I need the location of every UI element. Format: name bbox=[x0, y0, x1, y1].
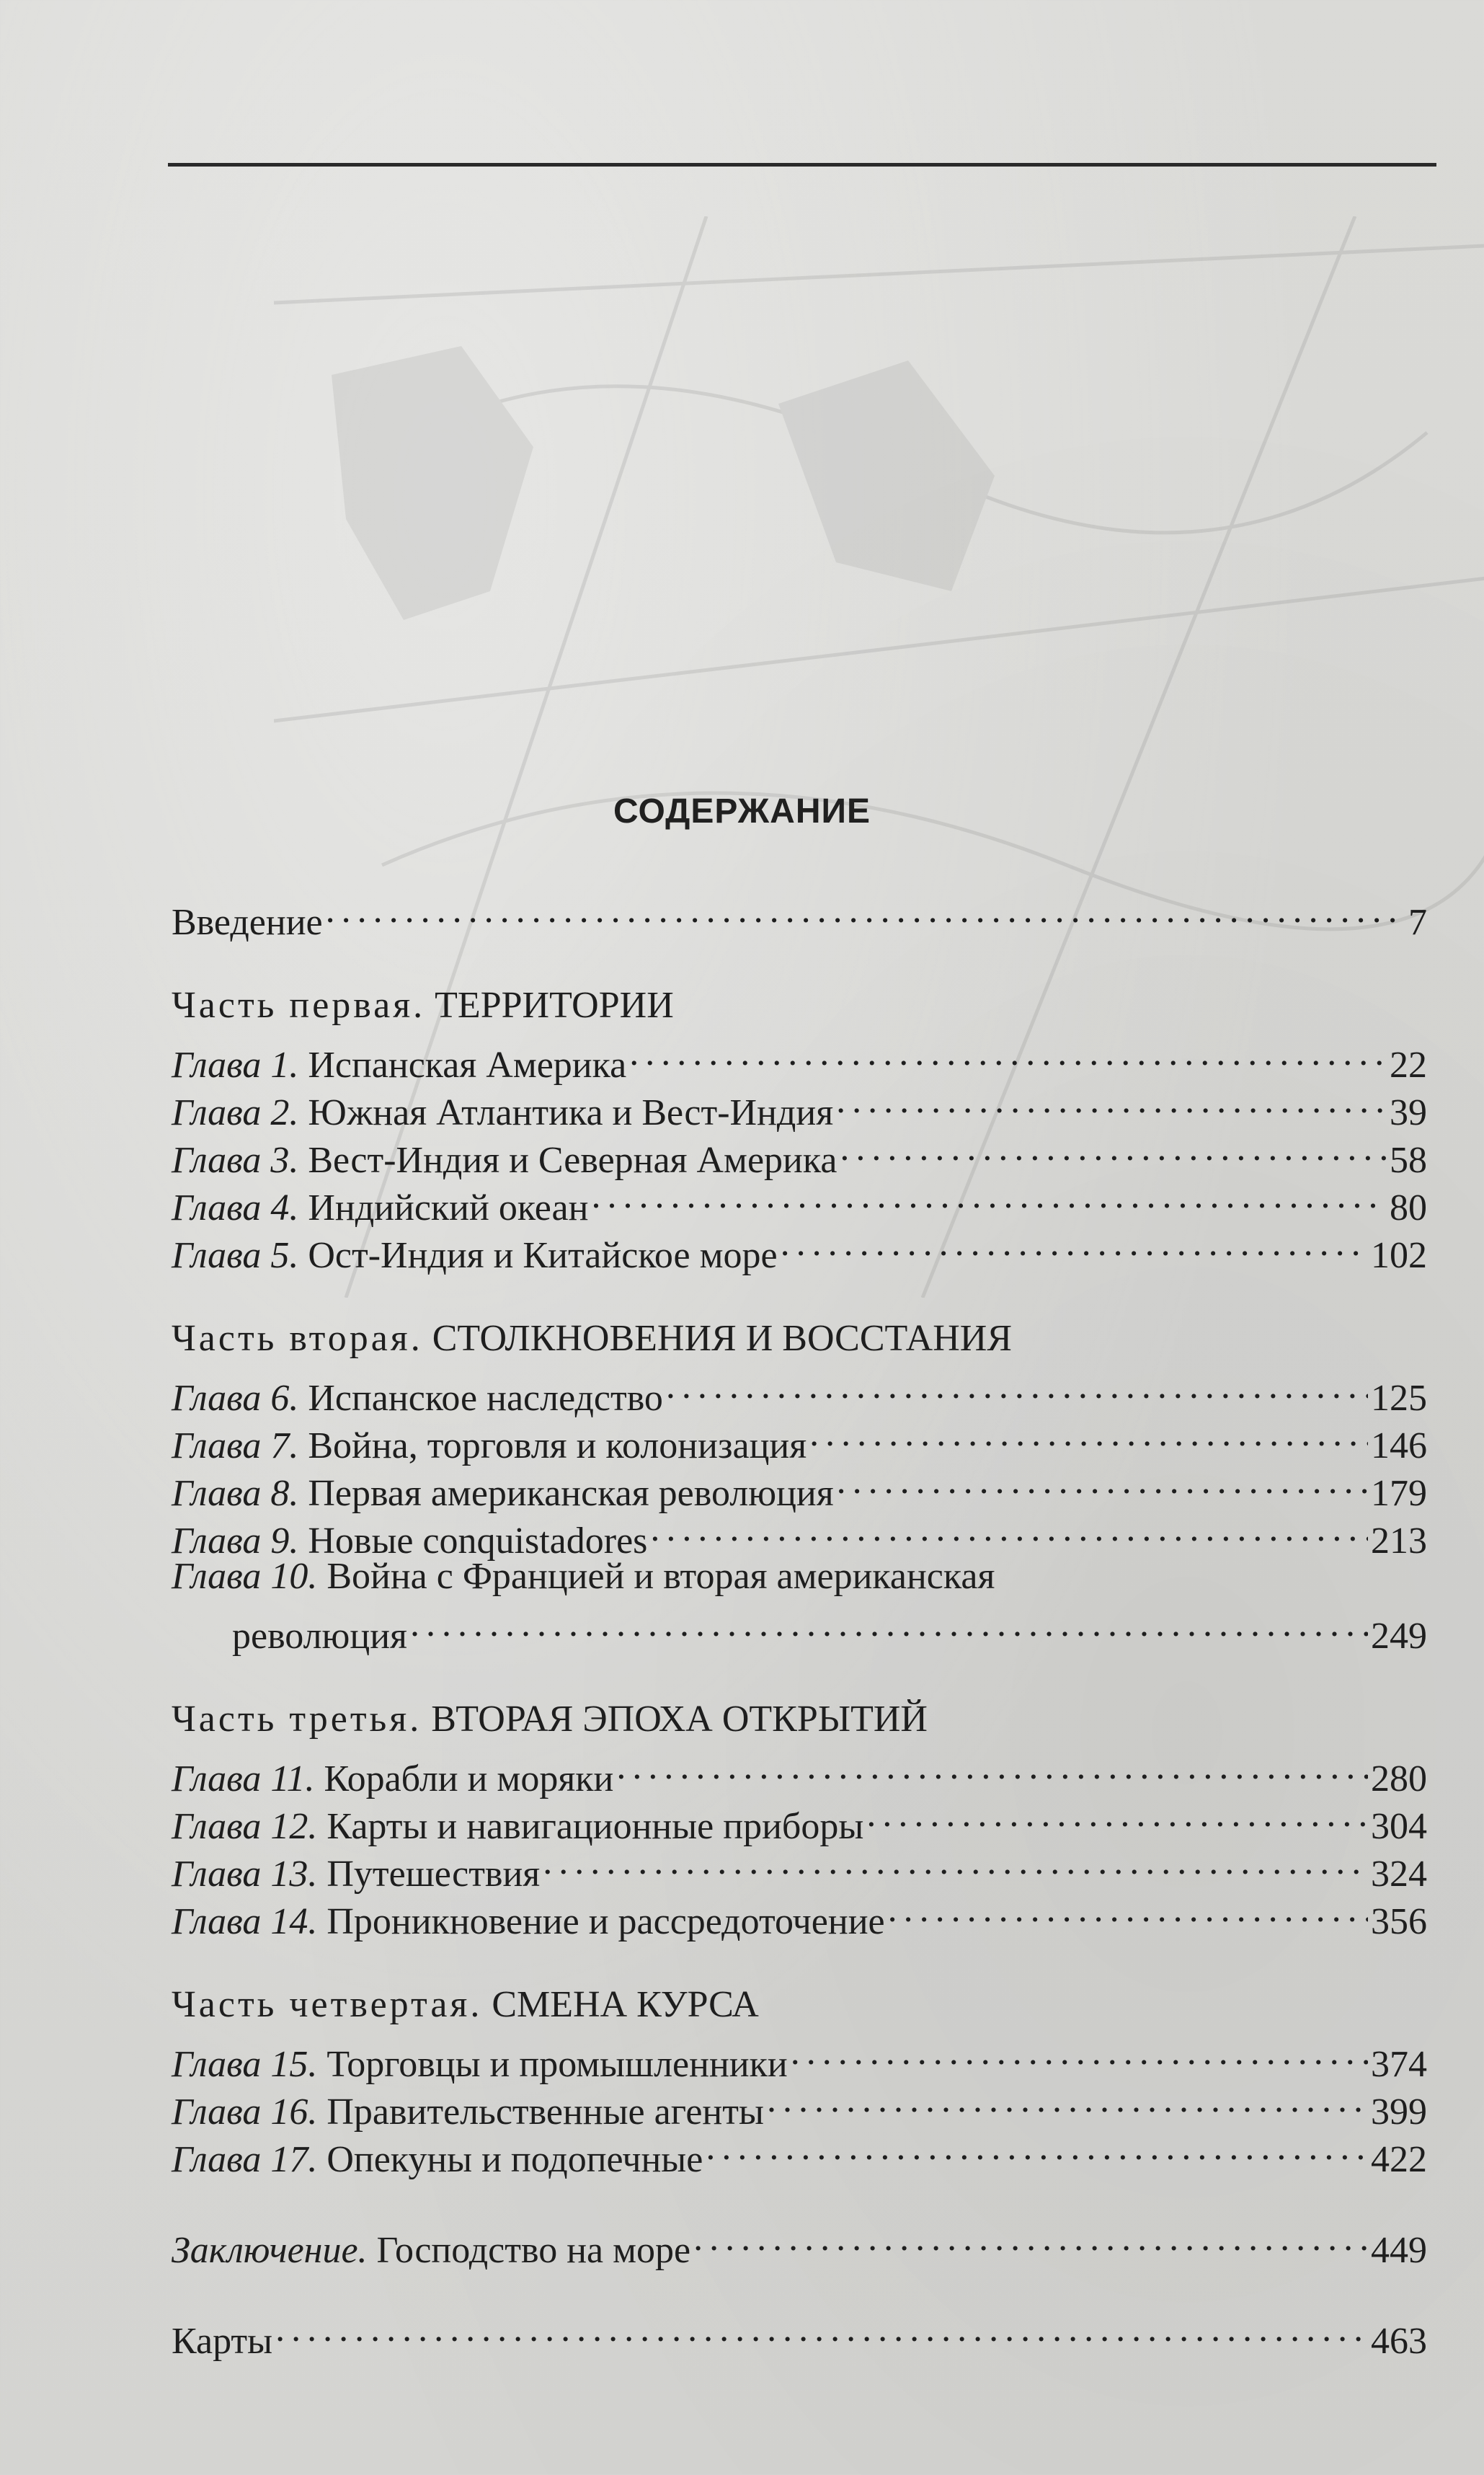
toc-page-number: 356 bbox=[1371, 1901, 1427, 1942]
dot-leader bbox=[629, 1030, 1387, 1077]
toc-entry-chapter bbox=[172, 1363, 1427, 1419]
toc-page-number: 22 bbox=[1390, 1045, 1427, 1086]
toc-entry-chapter-continuation bbox=[172, 1600, 1427, 1657]
dot-leader bbox=[326, 887, 1405, 934]
toc-entry-intro bbox=[172, 887, 1427, 943]
chapter-number: Глава 5. bbox=[172, 1235, 299, 1276]
toc-page-number: 179 bbox=[1371, 1473, 1427, 1514]
dot-leader bbox=[767, 2076, 1368, 2124]
chapter-title: Южная Атлантика и Вест-Индия bbox=[308, 1092, 834, 1133]
dot-leader bbox=[791, 2029, 1368, 2076]
dot-leader bbox=[888, 1886, 1368, 1934]
chapter-title: Проникновение и рассредоточение bbox=[326, 1901, 885, 1942]
toc-page-number: 463 bbox=[1371, 2321, 1427, 2362]
chapter-number: Глава 14. bbox=[172, 1901, 318, 1942]
toc-page-number: 249 bbox=[1371, 1616, 1427, 1657]
chapter-number: Глава 1. bbox=[172, 1045, 299, 1086]
dot-leader bbox=[275, 2306, 1368, 2353]
part-heading: Часть первая. ТЕРРИТОРИИ bbox=[172, 985, 674, 1026]
part-heading: Часть четвертая. СМЕНА КУРСА bbox=[172, 1984, 759, 2025]
conclusion-label: Заключение. bbox=[172, 2230, 368, 2271]
chapter-number: Глава 3. bbox=[172, 1140, 299, 1181]
chapter-number: Глава 13. bbox=[172, 1854, 318, 1895]
toc-entry-chapter bbox=[172, 1743, 1427, 1799]
toc-entry-title: Введение bbox=[172, 902, 323, 943]
toc-page-number: 102 bbox=[1371, 1235, 1427, 1276]
toc-page-number: 80 bbox=[1390, 1187, 1427, 1228]
chapter-title: Испанское наследство bbox=[308, 1378, 663, 1419]
dot-leader bbox=[591, 1172, 1387, 1220]
toc-page-number: 374 bbox=[1371, 2044, 1427, 2085]
toc-page-number: 449 bbox=[1371, 2230, 1427, 2271]
chapter-title: Ост-Индия и Китайское море bbox=[308, 1235, 778, 1276]
dot-leader bbox=[543, 1838, 1368, 1886]
chapter-number: Глава 17. bbox=[172, 2139, 318, 2180]
toc-page-number: 39 bbox=[1390, 1092, 1427, 1133]
chapter-number: Глава 9. bbox=[172, 1520, 299, 1562]
chapter-title: Путешествия bbox=[326, 1854, 541, 1895]
toc-page-number: 280 bbox=[1371, 1758, 1427, 1799]
chapter-title: Корабли и моряки bbox=[324, 1758, 614, 1799]
chapter-title: Испанская Америка bbox=[308, 1045, 627, 1086]
toc-entry-chapter bbox=[172, 2029, 1427, 2085]
toc-page-number: 422 bbox=[1371, 2139, 1427, 2180]
chapter-title: Вест-Индия и Северная Америка bbox=[308, 1140, 837, 1181]
toc-entry-maps bbox=[172, 2306, 1427, 2362]
toc-page-number: 399 bbox=[1371, 2091, 1427, 2133]
toc-entry-chapter bbox=[172, 1030, 1427, 1086]
chapter-number: Глава 10. bbox=[172, 1556, 318, 1597]
chapter-number: Глава 4. bbox=[172, 1187, 299, 1228]
chapter-number: Глава 2. bbox=[172, 1092, 299, 1133]
toc-page-number: 146 bbox=[1371, 1425, 1427, 1466]
chapter-title: Новые conquistadores bbox=[308, 1520, 648, 1562]
chapter-title: Правительственные агенты bbox=[326, 2091, 764, 2133]
toc-page-number: 213 bbox=[1371, 1520, 1427, 1562]
chapter-title: Война с Францией и вторая американская bbox=[326, 1556, 995, 1597]
header-rule bbox=[168, 163, 1436, 167]
chapter-number: Глава 15. bbox=[172, 2044, 318, 2085]
dot-leader bbox=[809, 1410, 1368, 1458]
chapter-number: Глава 8. bbox=[172, 1473, 299, 1514]
chapter-title: Война, торговля и колонизация bbox=[308, 1425, 807, 1466]
chapter-title: Карты и навигационные приборы bbox=[326, 1806, 864, 1847]
toc-page-number: 304 bbox=[1371, 1806, 1427, 1847]
dot-leader bbox=[837, 1458, 1368, 1505]
dot-leader bbox=[650, 1505, 1368, 1553]
conclusion-title: Господство на море bbox=[376, 2230, 691, 2271]
dot-leader bbox=[840, 1125, 1387, 1172]
dot-leader bbox=[693, 2215, 1368, 2262]
chapter-number: Глава 11. bbox=[172, 1758, 315, 1799]
toc-entry-conclusion bbox=[172, 2215, 1427, 2271]
chapter-title-continuation: революция bbox=[232, 1616, 407, 1657]
toc-page-number: 324 bbox=[1371, 1854, 1427, 1895]
dot-leader bbox=[666, 1363, 1368, 1410]
chapter-title: Индийский океан bbox=[308, 1187, 589, 1228]
dot-leader bbox=[781, 1220, 1368, 1267]
part-heading: Часть третья. ВТОРАЯ ЭПОХА ОТКРЫТИЙ bbox=[172, 1699, 928, 1740]
chapter-number: Глава 7. bbox=[172, 1425, 299, 1466]
dot-leader bbox=[866, 1791, 1368, 1838]
table-of-contents bbox=[172, 887, 1427, 2362]
chapter-title: Торговцы и промышленники bbox=[326, 2044, 788, 2085]
toc-page-number: 58 bbox=[1390, 1140, 1427, 1181]
part-heading: Часть вторая. СТОЛКНОВЕНИЯ И ВОССТАНИЯ bbox=[172, 1318, 1013, 1359]
chapter-number: Глава 6. bbox=[172, 1378, 299, 1419]
dot-leader bbox=[836, 1077, 1387, 1125]
toc-page-number: 7 bbox=[1408, 902, 1427, 943]
dot-leader bbox=[410, 1600, 1368, 1648]
toc-page-number: 125 bbox=[1371, 1378, 1427, 1419]
dot-leader bbox=[706, 2124, 1368, 2171]
chapter-number: Глава 12. bbox=[172, 1806, 318, 1847]
toc-entry-chapter-multiline bbox=[172, 1553, 1427, 1600]
chapter-title: Первая американская революция bbox=[308, 1473, 834, 1514]
dot-leader bbox=[616, 1743, 1368, 1791]
page-title: СОДЕРЖАНИЕ bbox=[613, 792, 871, 831]
maps-label: Карты bbox=[172, 2321, 273, 2362]
chapter-title: Опекуны и подопечные bbox=[326, 2139, 703, 2180]
chapter-number: Глава 16. bbox=[172, 2091, 318, 2133]
